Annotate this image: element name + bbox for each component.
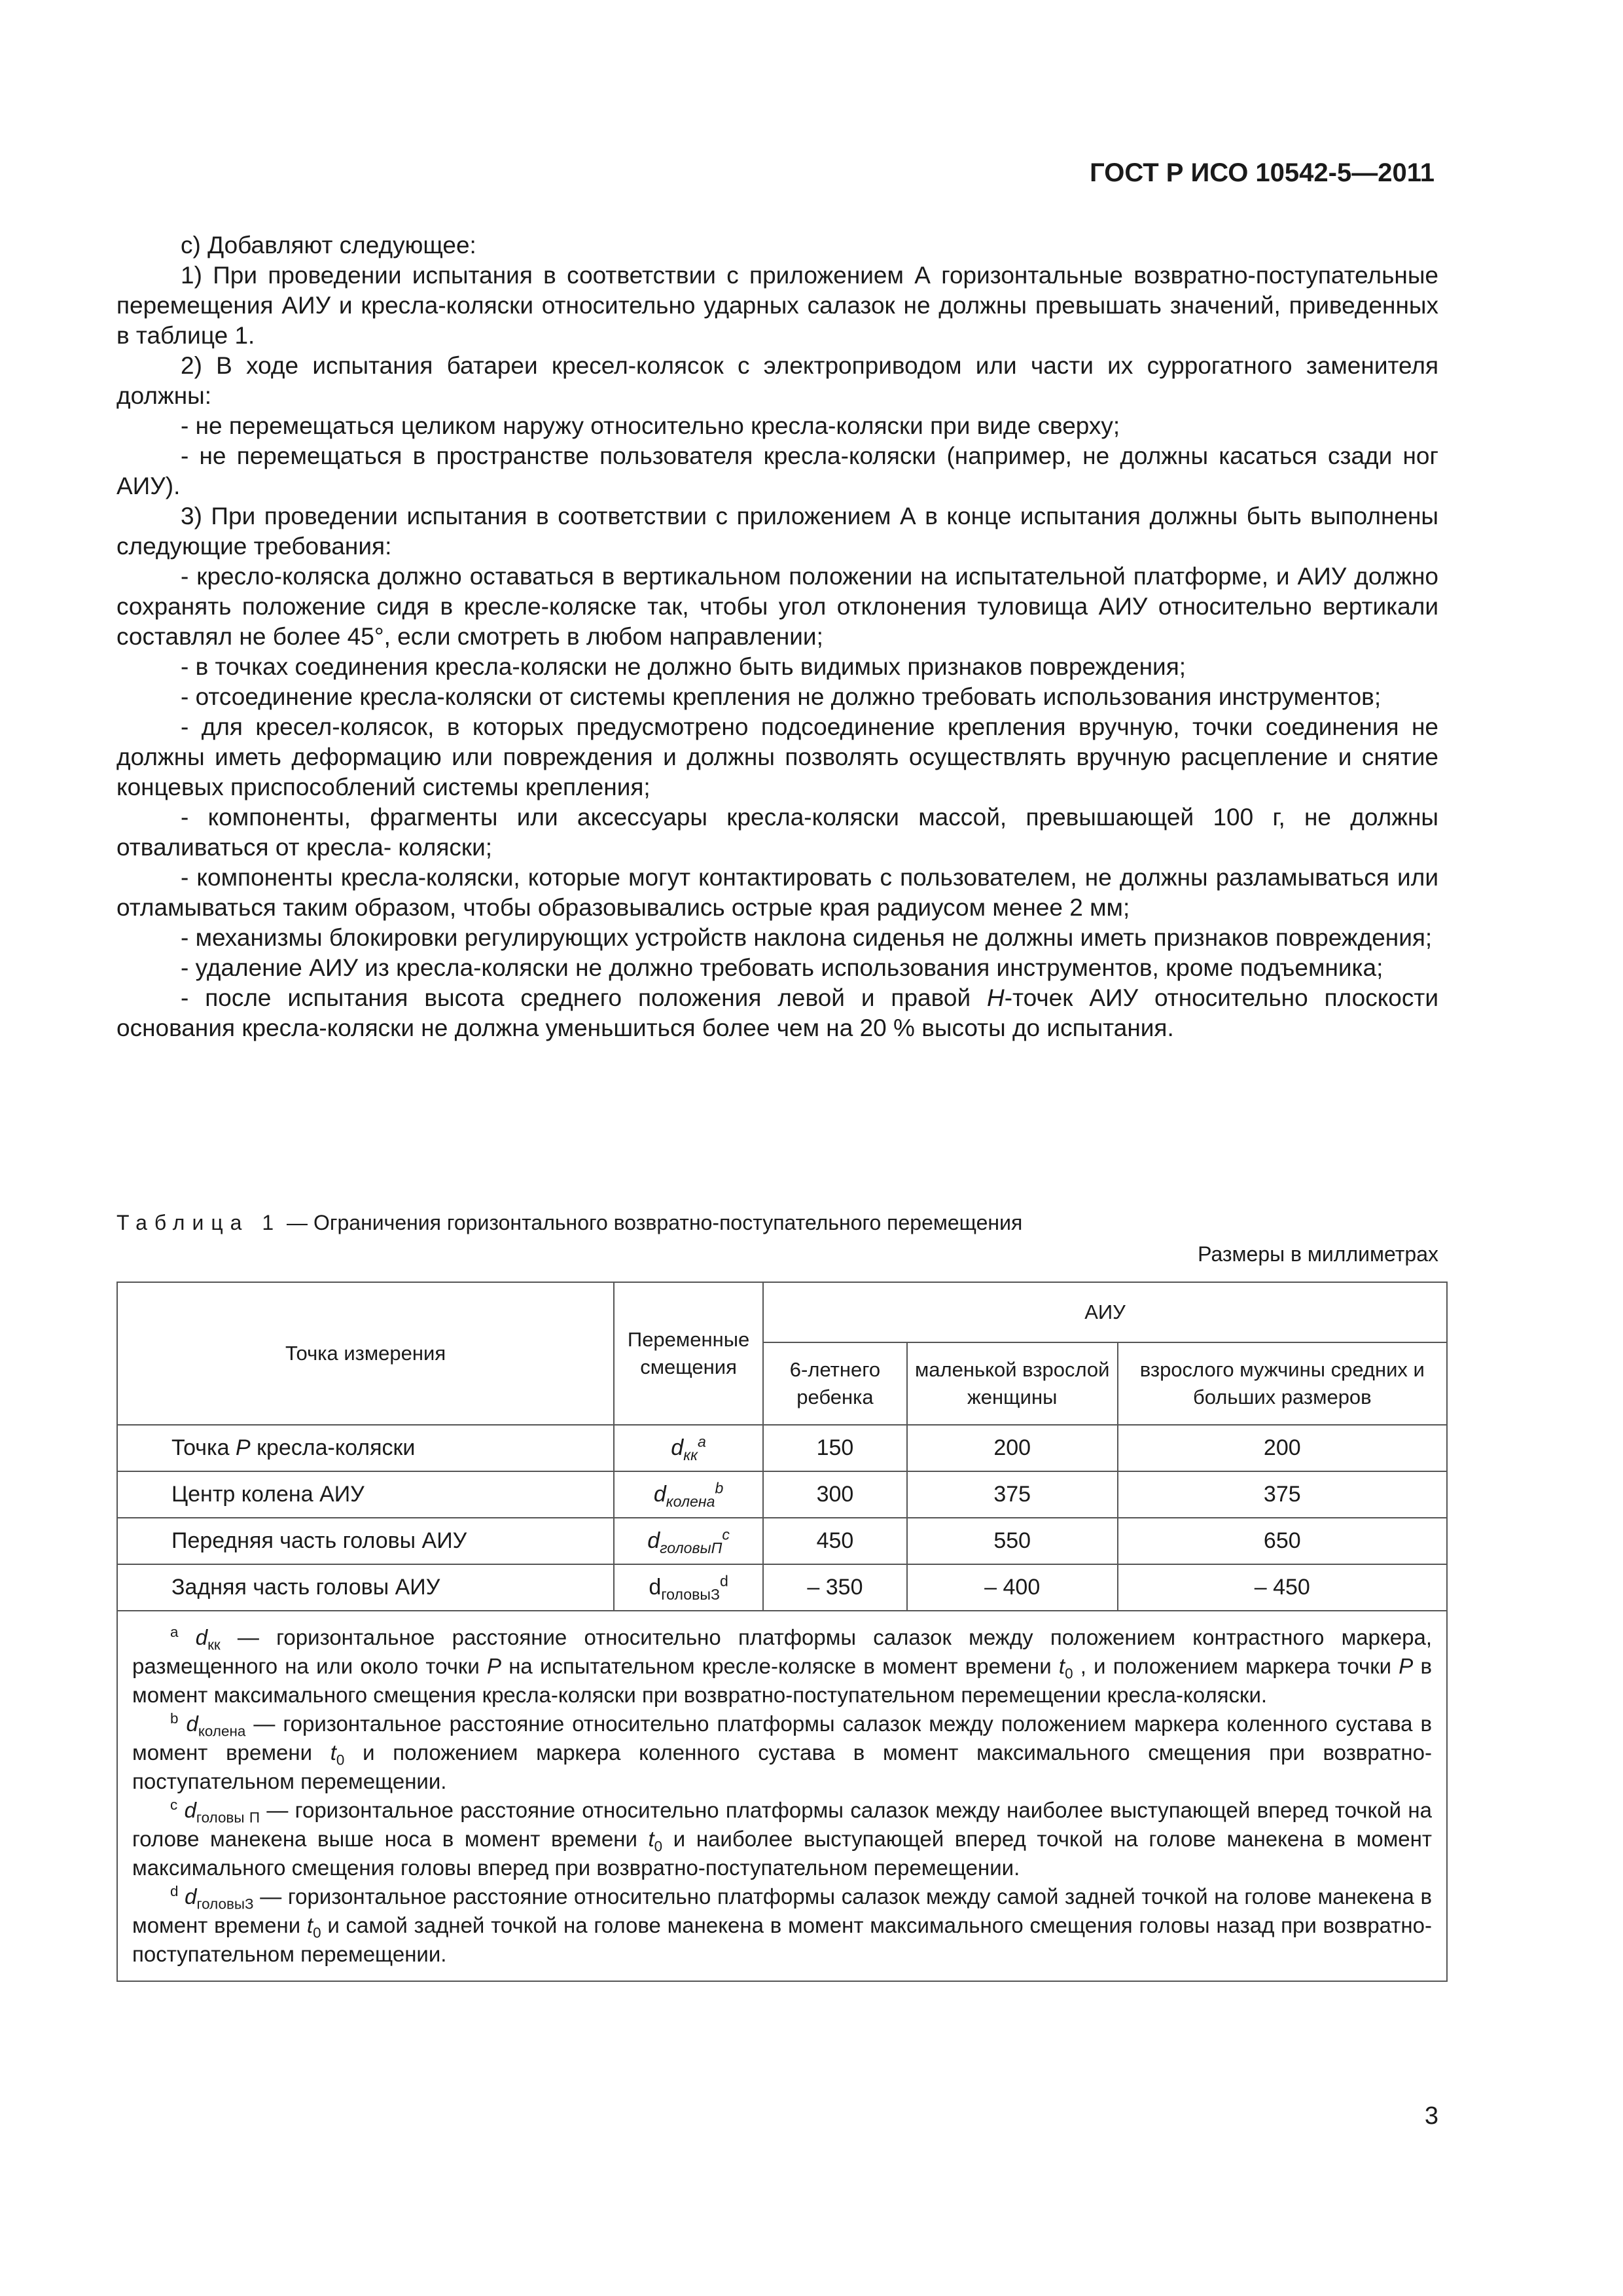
- list-item: - компоненты, фрагменты или аксессуары кресла-коляски массой, превышающей 100 г, не должны отваливаться от кресла- коляски;: [116, 804, 1438, 861]
- col-header-child: 6-летнего ребенка: [763, 1342, 907, 1425]
- table-caption-label: Таблица 1: [116, 1211, 281, 1234]
- note-a: $^a$ $d_{кк}$ — горизонтальное расстояние относительно платформы салазок между положением контрастного маркера, размещенного на или около точки P на испытательном кресле-коляске в момент времени $t_0$ , и положением маркера точки P в момент максимального смещения кресла-коляски при возвратно-поступательном перемещении кресла-коляски.: [132, 1624, 1433, 1707]
- list-item: - отсоединение кресла-коляски от системы крепления не должно требовать использования инструментов;: [181, 683, 1382, 710]
- note-c: $^c$ $d_{головы П}$ — горизонтальное расстояние относительно платформы салазок между наиболее выступающей вперед точкой на голове манекена выше носа в момент времени $t_0$ и наиболее выступающей вперед точкой на голове манекена в момент максимального смещения головы вперед при возвратно-поступательном перемещении.: [132, 1797, 1432, 1880]
- table-caption-text: — Ограничения горизонтального возвратно-поступательного перемещения: [281, 1211, 1023, 1234]
- col-header-point: Точка измерения: [117, 1282, 614, 1425]
- list-item: - механизмы блокировки регулирующих устройств наклона сиденья не должны иметь признаков повреждения;: [181, 924, 1433, 951]
- list-item: - удаление АИУ из кресла-коляски не должно требовать использования инструментов, кроме подъемника;: [181, 954, 1383, 981]
- list-item: - после испытания высота среднего положения левой и правой H-точек АИУ относительно плоскости основания кресла-коляски не должна уменьшиться более чем на 20 % высоты до испытания.: [116, 984, 1438, 1041]
- table-notes: [117, 1611, 1447, 1981]
- note-b: $^b$ $d_{колена}$ — горизонтальное расстояние относительно платформы салазок между положением маркера коленного сустава в момент времени $t_0$ и положением маркера коленного сустава в момент максимального смещения при возвратно-поступательном перемещении.: [132, 1710, 1433, 1793]
- col-header-variable: Переменные смещения: [614, 1282, 763, 1425]
- document-id: ГОСТ Р ИСО 10542-5—2011: [1090, 158, 1435, 187]
- table-row: Передняя часть головы АИУ $d_{головыП}^c$ 450 550 650: [117, 1518, 1447, 1564]
- col-header-group: АИУ: [763, 1282, 1447, 1342]
- list-item: - не перемещаться в пространстве пользователя кресла-коляски (например, не должны касаться сзади ног АИУ).: [116, 442, 1438, 499]
- table-row: Центр колена АИУ $d_{колена}^b$ 300 375 375: [117, 1471, 1447, 1518]
- paragraph: 2) В ходе испытания батареи кресел-колясок с электроприводом или части их суррогатного заменителя должны:: [116, 352, 1438, 409]
- table-row: Задняя часть головы АИУ $d_{головыЗ}^d$ – 350 – 400 – 450: [117, 1564, 1447, 1611]
- paragraph: 1) При проведении испытания в соответствии с приложением А горизонтальные возвратно-поступательные перемещения АИУ и кресла-коляски относительно ударных салазок не должны превышать значений, приведенных в таблице 1.: [116, 262, 1438, 349]
- list-item: - кресло-коляска должно оставаться в вертикальном положении на испытательной платформе, и АИУ должно сохранять положение сидя в кресле-коляске так, чтобы угол отклонения туловища АИУ относительно вертикали составлял не более 45°, если смотреть в любом направлении;: [116, 563, 1438, 650]
- paragraph: с) Добавляют следующее:: [181, 232, 476, 259]
- note-d: $^d$ $d_{головыЗ}$ — горизонтальное расстояние относительно платформы салазок между самой задней точкой на голове манекена в момент времени $t_0$ и самой задней точкой на голове манекена в момент максимального смещения головы назад при возвратно-поступательном перемещении.: [132, 1883, 1432, 1966]
- body-text: [116, 230, 1438, 1043]
- list-item: - не перемещаться целиком наружу относительно кресла-коляски при виде сверху;: [181, 412, 1120, 439]
- paragraph: 3) При проведении испытания в соответствии с приложением А в конце испытания должны быть выполнены следующие требования:: [116, 503, 1438, 560]
- list-item: - в точках соединения кресла-коляски не должно быть видимых признаков повреждения;: [181, 653, 1186, 680]
- col-header-male: взрослого мужчины средних и больших размеров: [1118, 1342, 1447, 1425]
- table-units: Размеры в миллиметрах: [1198, 1242, 1438, 1266]
- page-number: 3: [1424, 2102, 1438, 2130]
- table-row: Точка P кресла-коляски $d_{кк}^a$ 150 200 200: [117, 1425, 1447, 1471]
- limits-table: [116, 1282, 1448, 1982]
- list-item: - для кресел-колясок, в которых предусмотрено подсоединение крепления вручную, точки соединения не должны иметь деформацию или повреждения и должны позволять осуществлять вручную расцепление и снятие концевых приспособлений системы крепления;: [116, 713, 1438, 800]
- col-header-female: маленькой взрослой женщины: [907, 1342, 1118, 1425]
- list-item: - компоненты кресла-коляски, которые могут контактировать с пользователем, не должны разламываться или отламываться таким образом, чтобы образовывались острые края радиусом менее 2 мм;: [116, 864, 1438, 921]
- table-caption: [116, 1211, 1022, 1235]
